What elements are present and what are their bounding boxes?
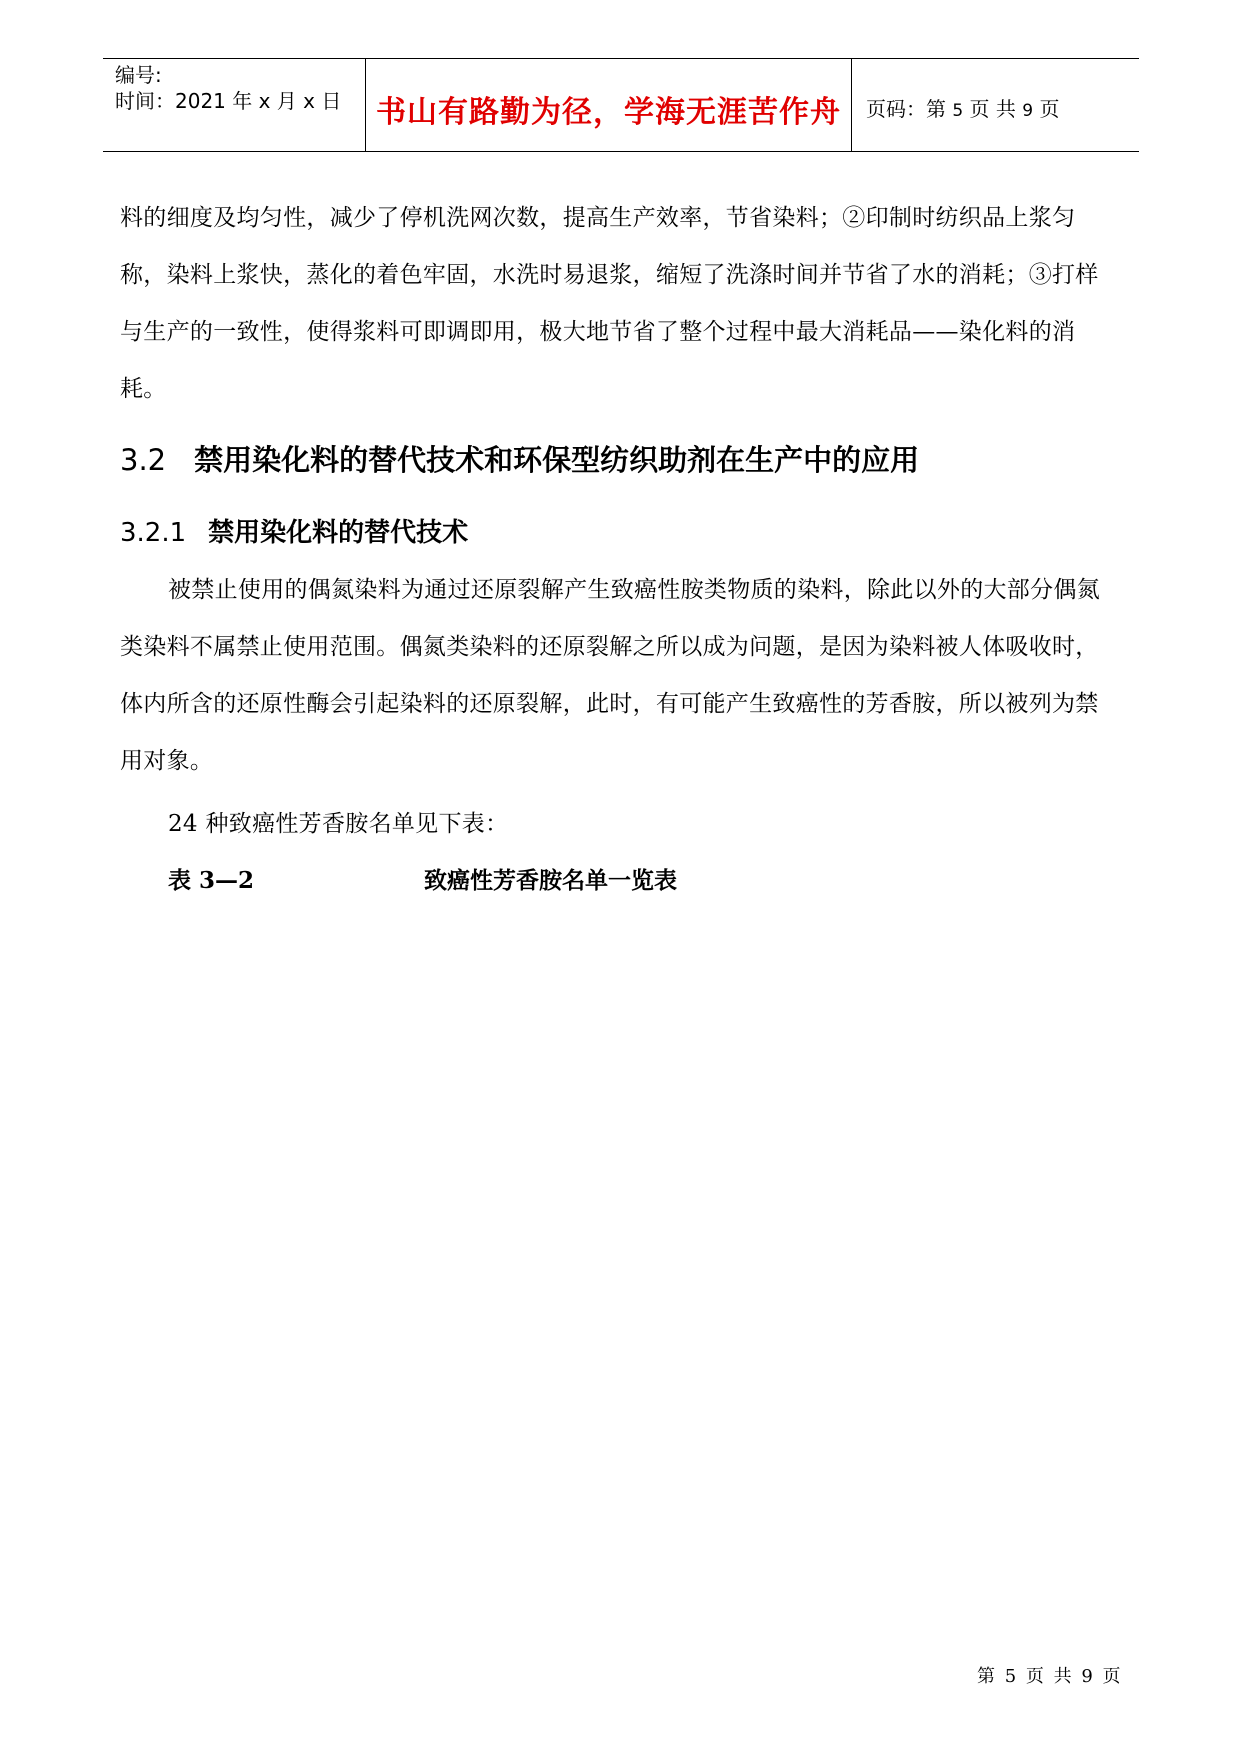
page-suffix: 页 — [1039, 97, 1060, 121]
header-motto-cell — [365, 59, 852, 151]
section-title: 禁用染化料的替代技术和环保型纺织助剂在生产中的应用 — [194, 443, 920, 477]
table-caption-number: 表 3—2 — [168, 867, 255, 894]
paragraph-continuation: 料的细度及均匀性，减少了停机洗网次数，提高生产效率，节省染料；②印制时纺织品上浆匀称，染料上浆快，蒸化的着色牢固，水洗时易退浆，缩短了洗涤时间并节省了水的消耗；③打样与生产的一致性，使得浆料可即调即用，极大地节省了整个过程中最大消耗品——染化料的消耗。 — [120, 205, 1099, 402]
header-left-cell — [103, 59, 365, 151]
subsection-title: 禁用染化料的替代技术 — [208, 518, 469, 548]
document-number-label: 编号: — [115, 63, 162, 87]
header-page-cell — [852, 59, 1139, 151]
paragraph-azo-dyes: 被禁止使用的偶氮染料为通过还原裂解产生致癌性胺类物质的染料，除此以外的大部分偶氮类染料不属禁止使用范围。偶氮类染料的还原裂解之所以成为问题，是因为染料被人体吸收时，体内所含的还原性酶会引起染料的还原裂解，此时，有可能产生致癌性的芳香胺，所以被列为禁用对象。 — [120, 577, 1100, 774]
page-header — [103, 58, 1139, 152]
section-heading — [120, 438, 919, 479]
document-time-label: 时间：2021 年 x 月 x 日 — [115, 89, 342, 113]
page-footer: 第 5 页 共 9 页 — [977, 1666, 1123, 1687]
subsection-heading — [120, 512, 468, 549]
section-number: 3.2 — [120, 443, 167, 477]
page-prefix: 页码：第 — [866, 97, 946, 121]
table-caption-title: 致癌性芳香胺名单一览表 — [424, 867, 677, 894]
header-motto: 书山有路勤为径，学海无涯苦作舟 — [376, 95, 841, 130]
subsection-number: 3.2.1 — [120, 518, 187, 548]
paragraph-table-intro: 24 种致癌性芳香胺名单见下表： — [168, 811, 509, 837]
page-total: 9 — [1022, 101, 1034, 121]
page-current: 5 — [952, 101, 964, 121]
page-mid: 页 共 — [969, 97, 1016, 121]
header-page-number — [866, 93, 1059, 122]
